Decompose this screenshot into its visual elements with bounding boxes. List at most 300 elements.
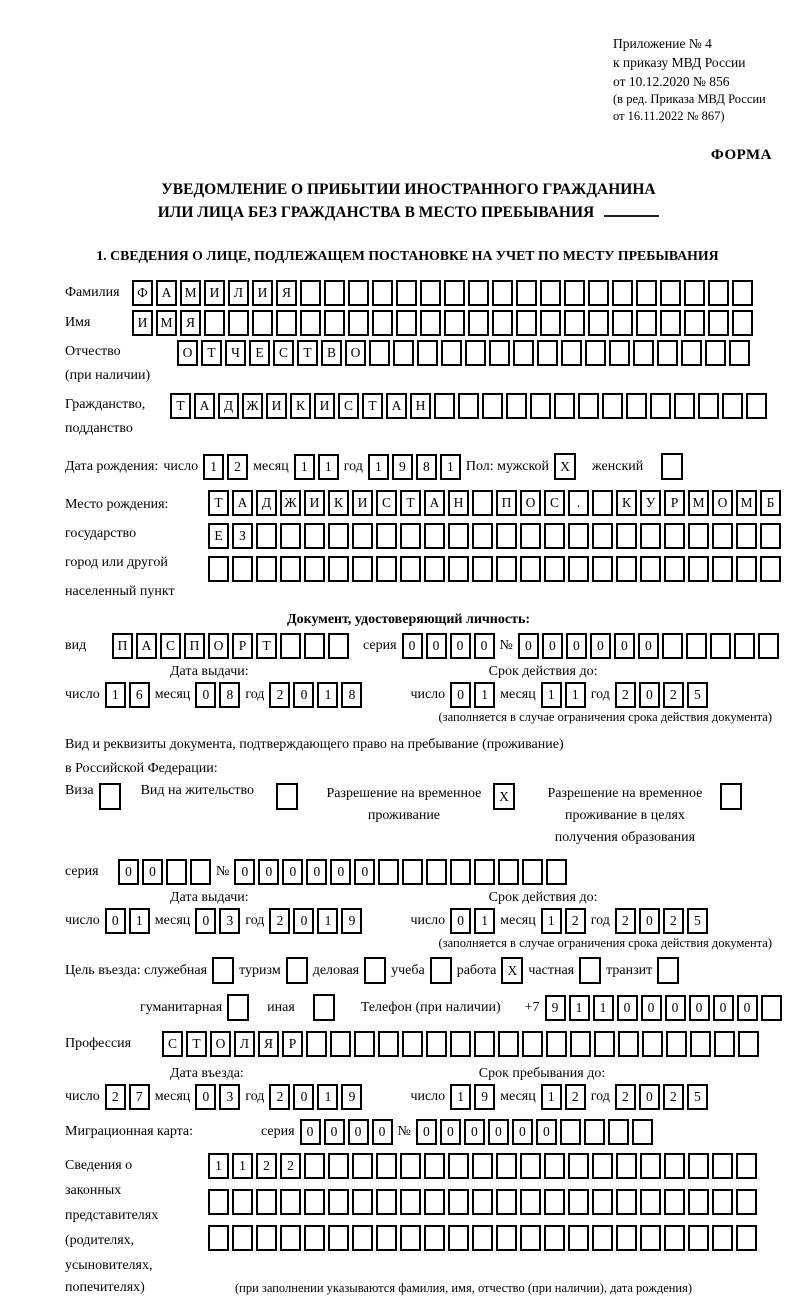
form-cell[interactable] — [546, 1031, 567, 1057]
form-cell[interactable]: 2 — [663, 1084, 684, 1110]
form-cell[interactable]: Р — [664, 490, 685, 516]
form-cell[interactable] — [736, 1225, 757, 1251]
form-cell[interactable] — [324, 280, 345, 306]
form-cell[interactable]: Р — [282, 1031, 303, 1057]
form-cell[interactable] — [688, 1189, 709, 1215]
form-cell[interactable]: Е — [208, 523, 229, 549]
form-cell[interactable] — [544, 1225, 565, 1251]
form-cell[interactable]: П — [496, 490, 517, 516]
form-cell[interactable] — [280, 633, 301, 659]
checkbox-humanitarian[interactable] — [227, 994, 249, 1021]
form-cell[interactable] — [472, 523, 493, 549]
form-cell[interactable] — [424, 556, 445, 582]
form-cell[interactable] — [520, 556, 541, 582]
form-cell[interactable] — [472, 1225, 493, 1251]
form-cell[interactable] — [482, 393, 503, 419]
form-cell[interactable] — [520, 1189, 541, 1215]
form-cell[interactable]: И — [204, 280, 225, 306]
form-cell[interactable] — [712, 556, 733, 582]
form-cell[interactable] — [420, 280, 441, 306]
form-cell[interactable]: Ч — [225, 340, 246, 366]
form-cell[interactable]: 1 — [368, 454, 389, 480]
form-cell[interactable] — [544, 1153, 565, 1179]
form-cell[interactable] — [400, 1225, 421, 1251]
form-cell[interactable] — [232, 556, 253, 582]
form-cell[interactable] — [684, 310, 705, 336]
form-cell[interactable]: К — [290, 393, 311, 419]
form-cell[interactable] — [352, 556, 373, 582]
form-cell[interactable]: 9 — [545, 995, 566, 1021]
form-cell[interactable]: 0 — [234, 859, 255, 885]
form-cell[interactable] — [698, 393, 719, 419]
form-cell[interactable] — [640, 1189, 661, 1215]
form-cell[interactable] — [640, 1225, 661, 1251]
form-cell[interactable] — [520, 1225, 541, 1251]
form-cell[interactable]: 2 — [269, 908, 290, 934]
form-cell[interactable]: 0 — [142, 859, 163, 885]
form-cell[interactable] — [304, 1225, 325, 1251]
form-cell[interactable]: Е — [249, 340, 270, 366]
form-cell[interactable]: 0 — [416, 1119, 437, 1145]
form-cell[interactable]: 0 — [306, 859, 327, 885]
form-cell[interactable] — [328, 633, 349, 659]
form-cell[interactable] — [642, 1031, 663, 1057]
form-cell[interactable] — [681, 340, 702, 366]
form-cell[interactable] — [686, 633, 707, 659]
form-cell[interactable] — [705, 340, 726, 366]
form-cell[interactable]: Ж — [242, 393, 263, 419]
form-cell[interactable] — [393, 340, 414, 366]
form-cell[interactable] — [564, 280, 585, 306]
form-cell[interactable] — [516, 310, 537, 336]
form-cell[interactable]: 9 — [341, 908, 362, 934]
form-cell[interactable]: У — [640, 490, 661, 516]
form-cell[interactable] — [568, 523, 589, 549]
form-cell[interactable] — [712, 1153, 733, 1179]
form-cell[interactable] — [760, 523, 781, 549]
form-cell[interactable]: 3 — [219, 908, 240, 934]
form-cell[interactable]: 1 — [317, 1084, 338, 1110]
form-cell[interactable]: 0 — [450, 633, 471, 659]
form-cell[interactable] — [304, 1153, 325, 1179]
form-cell[interactable]: 2 — [105, 1084, 126, 1110]
form-cell[interactable]: 0 — [330, 859, 351, 885]
form-cell[interactable] — [616, 523, 637, 549]
form-cell[interactable]: Ф — [132, 280, 153, 306]
form-cell[interactable]: 1 — [541, 1084, 562, 1110]
form-cell[interactable] — [306, 1031, 327, 1057]
form-cell[interactable]: И — [252, 280, 273, 306]
form-cell[interactable] — [498, 859, 519, 885]
form-cell[interactable] — [448, 1153, 469, 1179]
form-cell[interactable] — [472, 490, 493, 516]
form-cell[interactable] — [609, 340, 630, 366]
form-cell[interactable] — [496, 523, 517, 549]
form-cell[interactable] — [578, 393, 599, 419]
form-cell[interactable]: 0 — [737, 995, 758, 1021]
form-cell[interactable] — [588, 280, 609, 306]
form-cell[interactable]: 1 — [105, 682, 126, 708]
form-cell[interactable]: 0 — [195, 682, 216, 708]
form-cell[interactable] — [710, 633, 731, 659]
form-cell[interactable] — [276, 310, 297, 336]
form-cell[interactable] — [352, 523, 373, 549]
form-cell[interactable]: Б — [760, 490, 781, 516]
form-cell[interactable] — [664, 1225, 685, 1251]
form-cell[interactable]: 2 — [565, 1084, 586, 1110]
form-cell[interactable]: 9 — [341, 1084, 362, 1110]
form-cell[interactable] — [372, 310, 393, 336]
form-cell[interactable] — [468, 280, 489, 306]
form-cell[interactable] — [712, 523, 733, 549]
form-cell[interactable] — [348, 280, 369, 306]
form-cell[interactable]: Д — [256, 490, 277, 516]
form-cell[interactable]: М — [180, 280, 201, 306]
form-cell[interactable] — [616, 1189, 637, 1215]
form-cell[interactable]: М — [688, 490, 709, 516]
form-cell[interactable]: 2 — [615, 682, 636, 708]
form-cell[interactable] — [546, 859, 567, 885]
form-cell[interactable]: 0 — [293, 1084, 314, 1110]
form-cell[interactable] — [688, 1225, 709, 1251]
form-cell[interactable] — [256, 1225, 277, 1251]
form-cell[interactable]: 0 — [665, 995, 686, 1021]
form-cell[interactable] — [376, 1153, 397, 1179]
form-cell[interactable] — [448, 556, 469, 582]
checkbox-tourism[interactable] — [286, 957, 308, 984]
form-cell[interactable]: М — [736, 490, 757, 516]
form-cell[interactable] — [544, 556, 565, 582]
form-cell[interactable]: Л — [228, 280, 249, 306]
form-cell[interactable]: Т — [201, 340, 222, 366]
form-cell[interactable]: Т — [297, 340, 318, 366]
form-cell[interactable]: 1 — [565, 682, 586, 708]
form-cell[interactable]: В — [321, 340, 342, 366]
form-cell[interactable]: М — [156, 310, 177, 336]
form-cell[interactable] — [618, 1031, 639, 1057]
form-cell[interactable] — [761, 995, 782, 1021]
form-cell[interactable] — [417, 340, 438, 366]
form-cell[interactable]: 0 — [474, 633, 495, 659]
form-cell[interactable] — [584, 1119, 605, 1145]
form-cell[interactable] — [474, 1031, 495, 1057]
form-cell[interactable]: 2 — [256, 1153, 277, 1179]
checkbox-visa[interactable] — [99, 783, 121, 810]
form-cell[interactable] — [424, 1153, 445, 1179]
checkbox-temp-residence[interactable]: X — [493, 783, 515, 810]
form-cell[interactable]: 2 — [280, 1153, 301, 1179]
form-cell[interactable] — [650, 393, 671, 419]
checkbox-temp-residence-education[interactable] — [720, 783, 742, 810]
form-cell[interactable]: С — [376, 490, 397, 516]
form-cell[interactable]: И — [304, 490, 325, 516]
form-cell[interactable] — [204, 310, 225, 336]
form-cell[interactable] — [522, 1031, 543, 1057]
form-cell[interactable]: 0 — [641, 995, 662, 1021]
form-cell[interactable]: 9 — [474, 1084, 495, 1110]
form-cell[interactable] — [496, 1153, 517, 1179]
form-cell[interactable] — [540, 280, 561, 306]
form-cell[interactable]: Т — [400, 490, 421, 516]
form-cell[interactable]: Ж — [280, 490, 301, 516]
form-cell[interactable] — [568, 556, 589, 582]
form-cell[interactable]: 0 — [195, 908, 216, 934]
form-cell[interactable] — [450, 859, 471, 885]
checkbox-study[interactable] — [430, 957, 452, 984]
form-cell[interactable] — [492, 310, 513, 336]
form-cell[interactable] — [396, 310, 417, 336]
checkbox-male[interactable]: X — [554, 453, 576, 480]
form-cell[interactable]: 2 — [269, 1084, 290, 1110]
form-cell[interactable] — [280, 523, 301, 549]
form-cell[interactable]: 0 — [348, 1119, 369, 1145]
form-cell[interactable] — [592, 1189, 613, 1215]
form-cell[interactable] — [444, 280, 465, 306]
form-cell[interactable] — [734, 633, 755, 659]
form-cell[interactable] — [208, 1189, 229, 1215]
form-cell[interactable] — [513, 340, 534, 366]
form-cell[interactable]: И — [352, 490, 373, 516]
form-cell[interactable] — [660, 280, 681, 306]
form-cell[interactable] — [378, 1031, 399, 1057]
form-cell[interactable] — [424, 1189, 445, 1215]
form-cell[interactable] — [420, 310, 441, 336]
form-cell[interactable]: 0 — [354, 859, 375, 885]
form-cell[interactable] — [402, 859, 423, 885]
form-cell[interactable] — [674, 393, 695, 419]
form-cell[interactable] — [450, 1031, 471, 1057]
form-cell[interactable]: Т — [256, 633, 277, 659]
form-cell[interactable]: 9 — [392, 454, 413, 480]
form-cell[interactable]: 1 — [569, 995, 590, 1021]
form-cell[interactable] — [758, 633, 779, 659]
form-cell[interactable] — [684, 280, 705, 306]
form-cell[interactable] — [354, 1031, 375, 1057]
form-cell[interactable]: 1 — [474, 682, 495, 708]
form-cell[interactable] — [746, 393, 767, 419]
form-cell[interactable]: 1 — [294, 454, 315, 480]
form-cell[interactable]: Т — [170, 393, 191, 419]
form-cell[interactable]: 0 — [282, 859, 303, 885]
form-cell[interactable] — [520, 523, 541, 549]
form-cell[interactable] — [426, 1031, 447, 1057]
form-cell[interactable] — [489, 340, 510, 366]
form-cell[interactable] — [585, 340, 606, 366]
form-cell[interactable]: . — [568, 490, 589, 516]
form-cell[interactable] — [568, 1189, 589, 1215]
form-cell[interactable] — [708, 280, 729, 306]
form-cell[interactable]: А — [424, 490, 445, 516]
form-cell[interactable] — [208, 556, 229, 582]
form-cell[interactable]: К — [328, 490, 349, 516]
form-cell[interactable]: 2 — [227, 454, 248, 480]
form-cell[interactable] — [636, 310, 657, 336]
form-cell[interactable]: 0 — [639, 908, 660, 934]
form-cell[interactable]: О — [208, 633, 229, 659]
form-cell[interactable]: 0 — [372, 1119, 393, 1145]
form-cell[interactable] — [520, 1153, 541, 1179]
form-cell[interactable] — [736, 523, 757, 549]
form-cell[interactable]: 2 — [663, 682, 684, 708]
form-cell[interactable] — [612, 280, 633, 306]
form-cell[interactable] — [708, 310, 729, 336]
form-cell[interactable] — [712, 1225, 733, 1251]
form-cell[interactable] — [496, 556, 517, 582]
form-cell[interactable]: 3 — [219, 1084, 240, 1110]
form-cell[interactable]: 2 — [565, 908, 586, 934]
form-cell[interactable] — [424, 1225, 445, 1251]
form-cell[interactable]: 0 — [689, 995, 710, 1021]
form-cell[interactable] — [448, 523, 469, 549]
form-cell[interactable]: 1 — [208, 1153, 229, 1179]
form-cell[interactable]: 0 — [450, 682, 471, 708]
form-cell[interactable]: 0 — [440, 1119, 461, 1145]
form-cell[interactable]: 0 — [402, 633, 423, 659]
form-cell[interactable]: 0 — [614, 633, 635, 659]
form-cell[interactable]: 0 — [617, 995, 638, 1021]
form-cell[interactable]: 0 — [638, 633, 659, 659]
form-cell[interactable]: 5 — [687, 1084, 708, 1110]
form-cell[interactable] — [400, 556, 421, 582]
form-cell[interactable] — [662, 633, 683, 659]
form-cell[interactable]: А — [232, 490, 253, 516]
form-cell[interactable] — [472, 1189, 493, 1215]
form-cell[interactable] — [228, 310, 249, 336]
form-cell[interactable] — [714, 1031, 735, 1057]
form-cell[interactable] — [608, 1119, 629, 1145]
form-cell[interactable] — [738, 1031, 759, 1057]
form-cell[interactable]: О — [712, 490, 733, 516]
form-cell[interactable]: К — [616, 490, 637, 516]
form-cell[interactable]: 0 — [542, 633, 563, 659]
form-cell[interactable] — [256, 523, 277, 549]
form-cell[interactable] — [252, 310, 273, 336]
form-cell[interactable]: С — [160, 633, 181, 659]
form-cell[interactable] — [690, 1031, 711, 1057]
form-cell[interactable]: 1 — [541, 908, 562, 934]
form-cell[interactable] — [588, 310, 609, 336]
form-cell[interactable] — [376, 523, 397, 549]
form-cell[interactable] — [328, 1225, 349, 1251]
form-cell[interactable] — [304, 1189, 325, 1215]
form-cell[interactable] — [324, 310, 345, 336]
form-cell[interactable] — [448, 1225, 469, 1251]
form-cell[interactable] — [664, 523, 685, 549]
form-cell[interactable] — [426, 859, 447, 885]
form-cell[interactable] — [688, 1153, 709, 1179]
form-cell[interactable] — [232, 1189, 253, 1215]
form-cell[interactable] — [612, 310, 633, 336]
form-cell[interactable]: 0 — [639, 1084, 660, 1110]
form-cell[interactable] — [564, 310, 585, 336]
form-cell[interactable] — [688, 523, 709, 549]
form-cell[interactable]: О — [210, 1031, 231, 1057]
form-cell[interactable] — [712, 1189, 733, 1215]
form-cell[interactable]: 8 — [416, 454, 437, 480]
form-cell[interactable] — [664, 1153, 685, 1179]
form-cell[interactable]: 1 — [203, 454, 224, 480]
form-cell[interactable] — [592, 490, 613, 516]
checkbox-transit[interactable] — [657, 957, 679, 984]
form-cell[interactable] — [498, 1031, 519, 1057]
form-cell[interactable] — [166, 859, 187, 885]
form-cell[interactable] — [328, 556, 349, 582]
form-cell[interactable] — [602, 393, 623, 419]
form-cell[interactable] — [616, 1225, 637, 1251]
form-cell[interactable] — [616, 556, 637, 582]
form-cell[interactable]: И — [314, 393, 335, 419]
form-cell[interactable]: 1 — [317, 682, 338, 708]
form-cell[interactable] — [330, 1031, 351, 1057]
form-cell[interactable] — [657, 340, 678, 366]
form-cell[interactable]: 1 — [232, 1153, 253, 1179]
form-cell[interactable] — [396, 280, 417, 306]
form-cell[interactable] — [256, 556, 277, 582]
form-cell[interactable] — [561, 340, 582, 366]
form-cell[interactable] — [540, 310, 561, 336]
form-cell[interactable] — [352, 1189, 373, 1215]
form-cell[interactable] — [554, 393, 575, 419]
form-cell[interactable]: 0 — [105, 908, 126, 934]
form-cell[interactable] — [400, 523, 421, 549]
form-cell[interactable] — [300, 310, 321, 336]
form-cell[interactable]: 1 — [440, 454, 461, 480]
form-cell[interactable] — [232, 1225, 253, 1251]
form-cell[interactable] — [474, 859, 495, 885]
form-cell[interactable] — [522, 859, 543, 885]
form-cell[interactable]: Т — [362, 393, 383, 419]
form-cell[interactable] — [496, 1189, 517, 1215]
form-cell[interactable] — [633, 340, 654, 366]
form-cell[interactable] — [376, 1225, 397, 1251]
form-cell[interactable] — [352, 1225, 373, 1251]
form-cell[interactable] — [304, 556, 325, 582]
form-cell[interactable]: 0 — [293, 682, 314, 708]
form-cell[interactable] — [592, 523, 613, 549]
form-cell[interactable]: 0 — [536, 1119, 557, 1145]
form-cell[interactable] — [376, 1189, 397, 1215]
form-cell[interactable]: 8 — [341, 682, 362, 708]
form-cell[interactable] — [400, 1189, 421, 1215]
form-cell[interactable]: 0 — [450, 908, 471, 934]
form-cell[interactable]: 0 — [590, 633, 611, 659]
form-cell[interactable]: 0 — [566, 633, 587, 659]
form-cell[interactable] — [592, 1153, 613, 1179]
form-cell[interactable]: И — [132, 310, 153, 336]
form-cell[interactable]: 0 — [518, 633, 539, 659]
form-cell[interactable]: 1 — [318, 454, 339, 480]
form-cell[interactable]: А — [156, 280, 177, 306]
form-cell[interactable]: 0 — [195, 1084, 216, 1110]
form-cell[interactable]: 0 — [324, 1119, 345, 1145]
checkbox-official[interactable] — [212, 957, 234, 984]
form-cell[interactable]: П — [184, 633, 205, 659]
form-cell[interactable] — [516, 280, 537, 306]
form-cell[interactable]: 1 — [317, 908, 338, 934]
form-cell[interactable] — [496, 1225, 517, 1251]
form-cell[interactable] — [592, 1225, 613, 1251]
form-cell[interactable] — [468, 310, 489, 336]
form-cell[interactable]: О — [520, 490, 541, 516]
form-cell[interactable]: 1 — [593, 995, 614, 1021]
form-cell[interactable]: 0 — [713, 995, 734, 1021]
form-cell[interactable] — [688, 556, 709, 582]
form-cell[interactable] — [465, 340, 486, 366]
form-cell[interactable] — [424, 523, 445, 549]
form-cell[interactable]: Т — [208, 490, 229, 516]
form-cell[interactable] — [729, 340, 750, 366]
checkbox-work[interactable]: X — [501, 957, 523, 984]
